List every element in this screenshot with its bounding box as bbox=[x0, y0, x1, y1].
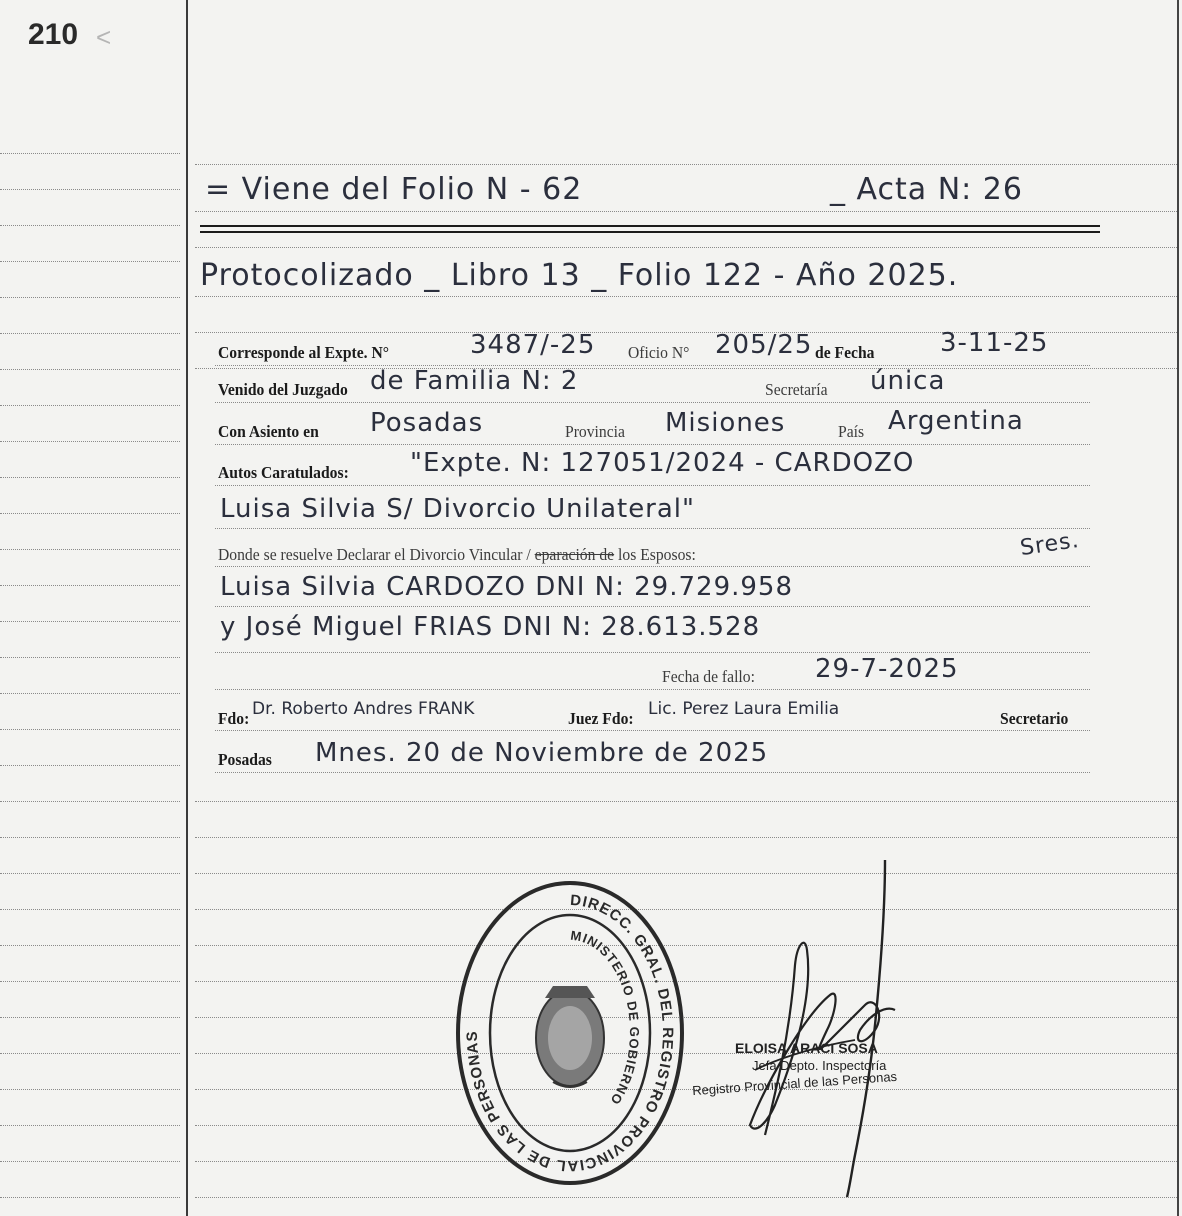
margin-ruled-line bbox=[0, 297, 180, 298]
folio-number: 210 bbox=[28, 18, 79, 51]
pais-value: Argentina bbox=[888, 406, 1024, 436]
viene-del-folio-line: = Viene del Folio N - 62 bbox=[205, 172, 583, 207]
header-underline bbox=[200, 225, 1100, 227]
margin-ruled-line bbox=[0, 1089, 180, 1090]
margin-ruled-line bbox=[0, 873, 180, 874]
coat-of-arms-icon bbox=[536, 986, 604, 1087]
expte-label: Corresponde al Expte. N° bbox=[218, 343, 390, 362]
ruled-line bbox=[195, 211, 1177, 212]
field-leader bbox=[215, 566, 1090, 567]
juzgado-label: Venido del Juzgado bbox=[218, 380, 348, 399]
seal-outer-text: DIRECC. GRAL. DEL REGISTRO PROVINCIAL DE LAS PERSONAS bbox=[463, 891, 676, 1175]
ruled-line bbox=[195, 981, 1177, 982]
ruled-line bbox=[195, 1089, 1177, 1090]
posadas-value: Mnes. 20 de Noviembre de 2025 bbox=[315, 738, 769, 768]
secretario-label: Secretario bbox=[1000, 709, 1069, 728]
fecha-value: 3-11-25 bbox=[940, 328, 1049, 358]
margin-ruled-line bbox=[0, 225, 180, 226]
signatory-name: ELOISA ARACI SOSA bbox=[735, 1040, 878, 1056]
autos-value-line1: "Expte. N: 127051/2024 - CARDOZO bbox=[410, 448, 915, 478]
field-leader bbox=[215, 772, 1090, 773]
margin-ruled-line bbox=[0, 1161, 180, 1162]
folio-mark: < bbox=[96, 22, 112, 52]
asiento-label: Con Asiento en bbox=[218, 422, 319, 441]
margin-ruled-line bbox=[0, 585, 180, 586]
ruled-line bbox=[195, 247, 1177, 248]
field-leader bbox=[215, 689, 1090, 690]
protocolizado-line: Protocolizado _ Libro 13 _ Folio 122 - Año 2025. bbox=[200, 258, 959, 293]
ruled-line bbox=[195, 801, 1177, 802]
margin-rule bbox=[186, 0, 188, 1216]
margin-ruled-line bbox=[0, 477, 180, 478]
ruled-line bbox=[195, 909, 1177, 910]
field-leader bbox=[215, 528, 1090, 529]
field-leader bbox=[215, 485, 1090, 486]
ruled-line bbox=[195, 873, 1177, 874]
resuelve-struck: eparación de bbox=[534, 545, 615, 564]
header-underline-double bbox=[200, 231, 1100, 233]
posadas-label: Posadas bbox=[218, 750, 272, 769]
margin-ruled-line bbox=[0, 1197, 180, 1198]
pais-label: País bbox=[838, 422, 865, 441]
field-leader bbox=[215, 730, 1090, 731]
ruled-line bbox=[195, 837, 1177, 838]
field-leader bbox=[215, 606, 1090, 607]
field-leader bbox=[215, 402, 1090, 403]
margin-ruled-line bbox=[0, 441, 180, 442]
esposo-1: Luisa Silvia CARDOZO DNI N: 29.729.958 bbox=[220, 572, 794, 602]
right-rule bbox=[1177, 0, 1179, 1216]
expte-value: 3487/-25 bbox=[470, 330, 596, 360]
resuelve-prefix: Donde se resuelve Declarar el Divorcio Vincular / bbox=[218, 545, 531, 564]
margin-ruled-line bbox=[0, 1053, 180, 1054]
resuelve-suffix: los Esposos: bbox=[618, 545, 696, 564]
juzgado-value: de Familia N: 2 bbox=[370, 366, 579, 396]
ruled-line bbox=[195, 368, 1177, 369]
fallo-value: 29-7-2025 bbox=[815, 654, 959, 684]
ruled-line bbox=[195, 1017, 1177, 1018]
acta-number: _ Acta N: 26 bbox=[830, 172, 1023, 207]
margin-ruled-line bbox=[0, 513, 180, 514]
asiento-value: Posadas bbox=[370, 408, 484, 438]
resuelve-text bbox=[218, 545, 696, 565]
margin-ruled-line bbox=[0, 729, 180, 730]
esposos-sres: Sres. bbox=[1018, 527, 1081, 562]
secretaria-label: Secretaría bbox=[765, 380, 828, 399]
margin-ruled-line bbox=[0, 621, 180, 622]
autos-value-line2: Luisa Silvia S/ Divorcio Unilateral" bbox=[220, 494, 695, 524]
margin-ruled-line bbox=[0, 153, 180, 154]
fdo-juez-value: Dr. Roberto Andres FRANK bbox=[252, 699, 475, 719]
oficio-value: 205/25 bbox=[715, 330, 813, 360]
official-seal bbox=[455, 878, 685, 1188]
field-leader bbox=[215, 444, 1090, 445]
margin-ruled-line bbox=[0, 405, 180, 406]
handwritten-signature bbox=[735, 855, 905, 1200]
provincia-label: Provincia bbox=[565, 422, 625, 441]
margin-ruled-line bbox=[0, 765, 180, 766]
ruled-line bbox=[195, 945, 1177, 946]
provincia-value: Misiones bbox=[665, 408, 786, 438]
margin-ruled-line bbox=[0, 837, 180, 838]
seal-inner-text: MINISTERIO DE GOBIERNO bbox=[569, 927, 642, 1109]
ruled-line bbox=[195, 1053, 1177, 1054]
field-leader bbox=[215, 652, 1090, 653]
ruled-line bbox=[195, 1197, 1177, 1198]
margin-ruled-line bbox=[0, 549, 180, 550]
margin-ruled-line bbox=[0, 693, 180, 694]
margin-ruled-line bbox=[0, 981, 180, 982]
ruled-line bbox=[195, 296, 1177, 297]
margin-ruled-line bbox=[0, 945, 180, 946]
secretaria-value: única bbox=[870, 366, 946, 396]
fdo-label: Fdo: bbox=[218, 709, 250, 728]
ruled-line bbox=[195, 1161, 1177, 1162]
margin-ruled-line bbox=[0, 1017, 180, 1018]
signatory-office: Registro Provincial de las Personas bbox=[691, 1068, 898, 1099]
margin-ruled-line bbox=[0, 1125, 180, 1126]
fallo-label: Fecha de fallo: bbox=[662, 667, 755, 686]
field-leader bbox=[215, 365, 1090, 366]
margin-ruled-line bbox=[0, 333, 180, 334]
fecha-label: de Fecha bbox=[815, 343, 875, 362]
fdo-secretario-value: Lic. Perez Laura Emilia bbox=[648, 699, 840, 719]
margin-ruled-line bbox=[0, 261, 180, 262]
ruled-line bbox=[195, 1125, 1177, 1126]
margin-ruled-line bbox=[0, 657, 180, 658]
juez-label: Juez Fdo: bbox=[568, 709, 634, 728]
oficio-label: Oficio N° bbox=[628, 343, 690, 362]
margin-ruled-line bbox=[0, 801, 180, 802]
ruled-line bbox=[195, 164, 1177, 165]
margin-ruled-line bbox=[0, 369, 180, 370]
margin-ruled-line bbox=[0, 189, 180, 190]
autos-label: Autos Caratulados: bbox=[218, 463, 349, 482]
signatory-title: Jefa Depto. Inspectoría bbox=[752, 1058, 887, 1073]
margin-ruled-line bbox=[0, 909, 180, 910]
esposo-2: y José Miguel FRIAS DNI N: 28.613.528 bbox=[220, 612, 761, 642]
